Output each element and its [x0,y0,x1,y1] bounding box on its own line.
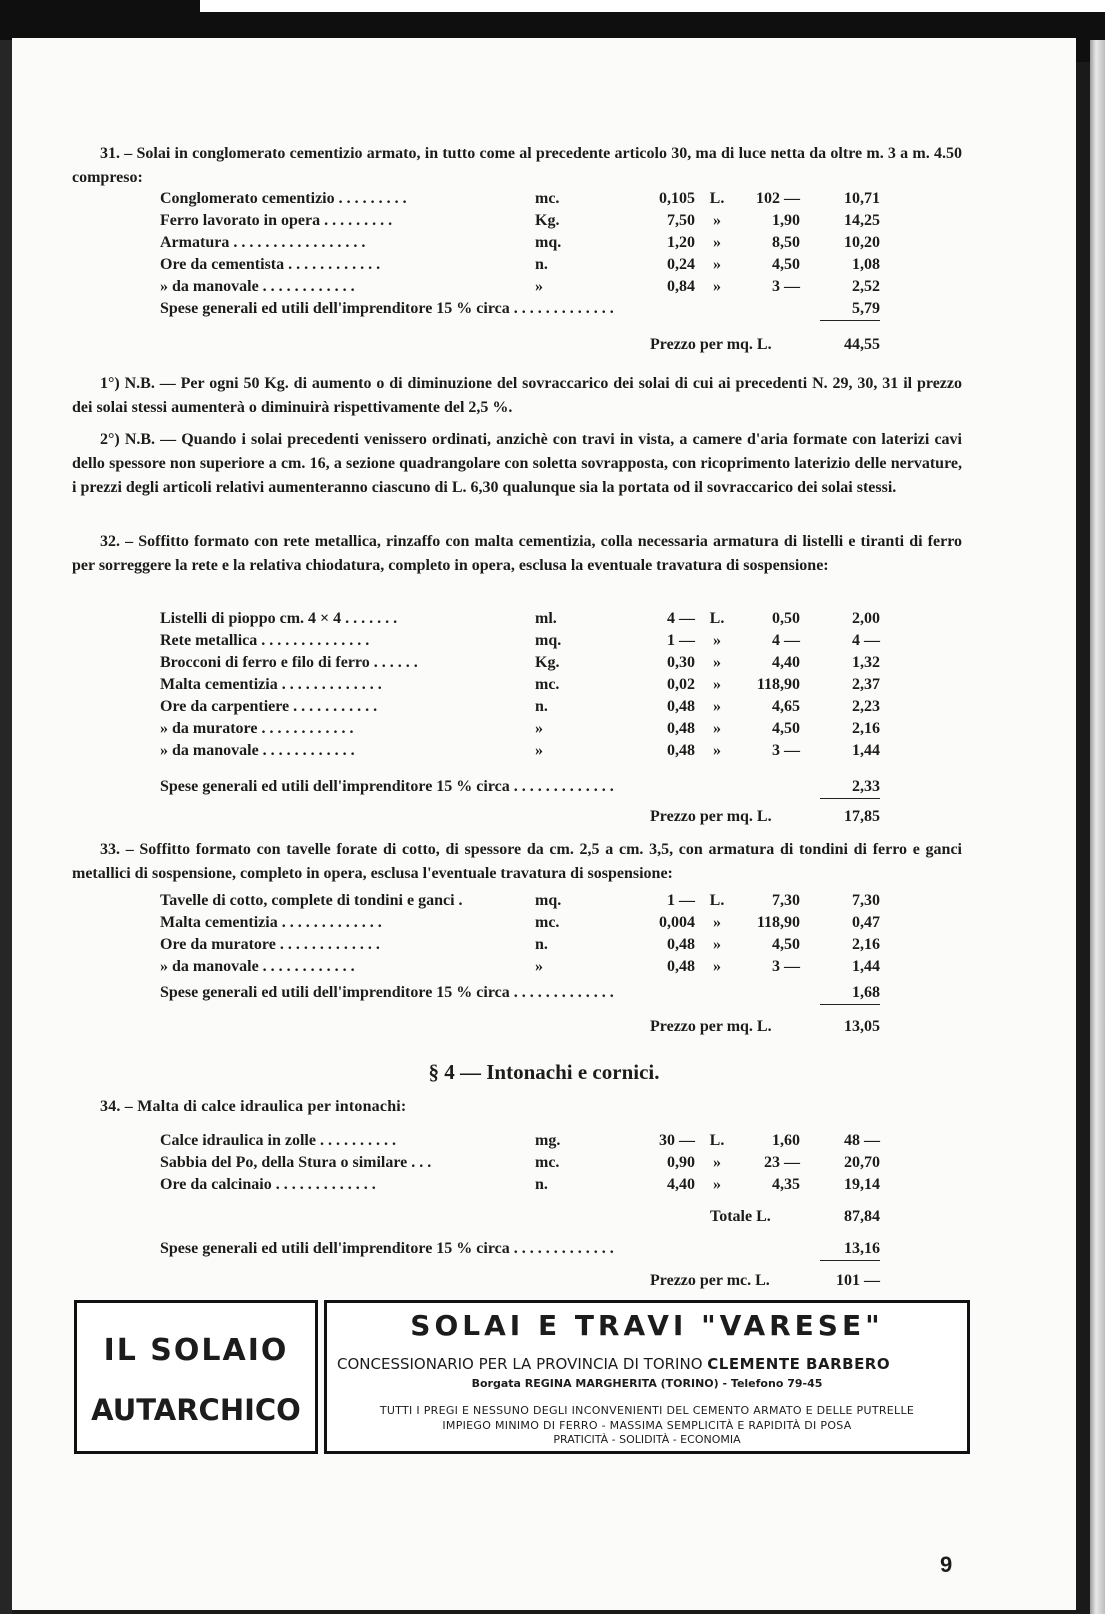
art32-spese-row [160,776,900,798]
item-unit: » [535,278,543,295]
item-unit: n. [535,698,548,715]
item-quantity: 0,30 [667,654,695,671]
art31-prezzo-label: Prezzo per mq. L. [650,336,772,353]
item-currency: » [713,958,721,975]
item-description: Conglomerato cementizio . . . . . . . . . [160,190,407,207]
art33-spese-total: 1,68 [820,982,880,1005]
scan-left-border [0,40,12,1614]
item-total: 2,37 [852,676,880,693]
item-description: Ore da muratore . . . . . . . . . . . . . [160,936,380,953]
item-currency: » [713,914,721,931]
item-currency: » [713,1154,721,1171]
item-unit: mq. [535,892,562,909]
art31-prezzo-value: 44,55 [844,336,880,353]
table-row [160,934,900,956]
item-description: Listelli di pioppo cm. 4 × 4 . . . . . . . [160,610,398,627]
table-row [160,210,900,232]
art32-prezzo-label: Prezzo per mq. L. [650,808,772,825]
item-currency: » [713,936,721,953]
item-unit-price: 8,50 [772,234,800,251]
item-unit-price: 118,90 [756,676,800,693]
item-currency: » [713,278,721,295]
item-quantity: 7,50 [667,212,695,229]
item-total: 2,52 [852,278,880,295]
item-unit-price: 4,35 [772,1176,800,1193]
art31-spese-total: 5,79 [820,298,880,321]
item-description: » da manovale . . . . . . . . . . . . [160,742,355,759]
table-row [160,740,900,762]
item-total: 20,70 [844,1154,880,1171]
art32-title: 32. – Soffitto formato con rete metallica, rinzaffo con malta cementizia, colla necessaria armatura di listelli e tiranti di ferro per sorreggere la rete e la relativa chiodatura, completo in opera, esclusa la eventuale travatura di sospensione: [72,533,962,574]
item-quantity: 0,90 [667,1154,695,1171]
section-heading: § 4 — Intonachi e cornici. [428,1060,660,1084]
item-description: Malta cementizia . . . . . . . . . . . . . [160,914,382,931]
item-quantity: 4,40 [667,1176,695,1193]
document-page [12,38,1076,1610]
table-row [160,956,900,978]
art34-table [160,1130,900,1200]
item-unit: n. [535,1176,548,1193]
art34-prezzo-value: 101 — [836,1272,880,1289]
item-currency: » [713,676,721,693]
table-row [160,608,900,630]
table-row [160,696,900,718]
table-row [160,276,900,298]
item-currency: » [713,234,721,251]
item-unit-price: 4,50 [772,256,800,273]
item-total: 4 — [852,632,880,649]
item-unit: » [535,720,543,737]
item-total: 10,20 [844,234,880,251]
item-quantity: 0,84 [667,278,695,295]
item-quantity: 1 — [667,892,695,909]
item-unit: n. [535,256,548,273]
art33-prezzo-value: 13,05 [844,1018,880,1035]
art32-prezzo-value: 17,85 [844,808,880,825]
item-unit-price: 4 — [772,632,800,649]
item-unit-price: 1,60 [772,1132,800,1149]
item-unit: mc. [535,676,560,693]
item-description: Ore da calcinaio . . . . . . . . . . . . . [160,1176,376,1193]
item-description: Brocconi di ferro e filo di ferro . . . . . . [160,654,418,671]
item-total: 1,44 [852,742,880,759]
item-currency: » [713,698,721,715]
item-unit-price: 0,50 [772,610,800,627]
item-quantity: 1,20 [667,234,695,251]
art34-totale-label: Totale L. [710,1208,771,1225]
art32-prezzo-row [160,806,900,828]
item-unit: mc. [535,914,560,931]
item-currency: » [713,742,721,759]
item-unit-price: 23 — [764,1154,800,1171]
art31-prezzo-row [160,334,900,356]
item-quantity: 0,48 [667,720,695,737]
ad-slogan-1: TUTTI I PREGI E NESSUNO DEGLI INCONVENIENTI DEL CEMENTO ARMATO E DELLE PUTRELLE [379,1404,915,1417]
nb1-note: 1°) N.B. — Per ogni 50 Kg. di aumento o di diminuzione del sovraccarico dei solai di cui ai precedenti N. 29, 30, 31 il prezzo dei solai stessi aumenterà o diminuirà rispettivamente del 2,5 %. [72,375,962,416]
item-unit-price: 3 — [772,742,800,759]
art34-totale-row [160,1206,900,1228]
scan-top-highlight [200,0,1105,12]
art33-prezzo-label: Prezzo per mq. L. [650,1018,772,1035]
item-unit-price: 4,50 [772,936,800,953]
item-description: » da muratore . . . . . . . . . . . . [160,720,354,737]
item-quantity: 0,48 [667,698,695,715]
item-unit-price: 4,40 [772,654,800,671]
item-unit-price: 1,90 [772,212,800,229]
item-unit: mc. [535,190,560,207]
item-quantity: 0,105 [659,190,695,207]
art34-spese-label: Spese generali ed utili dell'imprenditore 15 % circa . . . . . . . . . . . . . [160,1240,614,1257]
item-total: 0,47 [852,914,880,931]
table-row [160,912,900,934]
scan-right-border [1090,40,1105,1614]
item-description: Tavelle di cotto, complete di tondini e ganci . [160,892,463,909]
ad-slogan-2: IMPIEGO MINIMO DI FERRO - MASSIMA SEMPLICITÀ E RAPIDITÀ DI POSA [442,1419,852,1432]
nb2-note: 2°) N.B. — Quando i solai precedenti venissero ordinati, anzichè con travi in vista, a camere d'aria formate con laterizi cavi dello spessore non superiore a cm. 16, a sezione quadrangolare con soletta sovrapposta, con ricoprimento laterizio delle nervature, i prezzi degli articoli relativi aumenteranno ciascuno di L. 6,30 qualunque sia la portata od il sovraccarico dei solai stessi. [72,431,962,496]
item-quantity: 0,02 [667,676,695,693]
item-currency: L. [709,190,725,207]
item-quantity: 0,48 [667,936,695,953]
item-unit: Kg. [535,212,560,229]
item-unit: mg. [535,1132,561,1149]
ad-concessionario: CONCESSIONARIO PER LA PROVINCIA DI TORINO [337,1355,703,1373]
art31-title: 31. – Solai in conglomerato cementizio armato, in tutto come al precedente articolo 30, ma di luce netta da oltre m. 3 a m. 4.50 compreso: [72,145,962,186]
item-unit: » [535,958,543,975]
item-currency: L. [709,610,725,627]
table-row [160,674,900,696]
art33-prezzo-row [160,1016,900,1038]
item-unit: mc. [535,1154,560,1171]
art32-table [160,608,900,768]
item-unit: ml. [535,610,557,627]
table-row [160,232,900,254]
ad-headline: SOLAI E TRAVI "VARESE" [410,1309,884,1342]
art34-spese-total: 13,16 [820,1238,880,1261]
item-currency: » [713,720,721,737]
item-unit-price: 4,50 [772,720,800,737]
art34-totale-value: 87,84 [844,1208,880,1225]
item-quantity: 0,004 [659,914,695,931]
item-description: Malta cementizia . . . . . . . . . . . . . [160,676,382,693]
item-total: 1,32 [852,654,880,671]
ad-slogan-3: PRATICITÀ - SOLIDITÀ - ECONOMIA [553,1433,741,1446]
item-total: 1,08 [852,256,880,273]
art33-spese-row [160,982,900,1004]
item-unit-price: 7,30 [772,892,800,909]
item-total: 2,16 [852,936,880,953]
item-unit: mq. [535,234,562,251]
table-row [160,630,900,652]
item-description: Armatura . . . . . . . . . . . . . . . . . [160,234,366,251]
item-quantity: 30 — [659,1132,695,1149]
ad-left-line1: IL SOLAIO [103,1333,289,1368]
art34-prezzo-row [160,1270,900,1292]
item-total: 48 — [844,1132,880,1149]
item-quantity: 0,48 [667,742,695,759]
item-currency: » [713,1176,721,1193]
item-currency: » [713,256,721,273]
art31-spese-row [160,298,900,320]
table-row [160,1152,900,1174]
art34-prezzo-label: Prezzo per mc. L. [650,1272,770,1289]
item-description: Ore da carpentiere . . . . . . . . . . . [160,698,378,715]
table-row [160,652,900,674]
art33-spese-label: Spese generali ed utili dell'imprenditore 15 % circa . . . . . . . . . . . . . [160,984,614,1001]
table-row [160,718,900,740]
item-description: Sabbia del Po, della Stura o similare . . . [160,1154,432,1171]
item-currency: L. [709,892,725,909]
item-description: » da manovale . . . . . . . . . . . . [160,278,355,295]
item-quantity: 0,48 [667,958,695,975]
item-unit-price: 102 — [756,190,800,207]
art32-spese-total: 2,33 [820,776,880,799]
item-unit-price: 3 — [772,278,800,295]
art31-spese-label: Spese generali ed utili dell'imprenditore 15 % circa . . . . . . . . . . . . . [160,300,614,317]
item-unit-price: 118,90 [756,914,800,931]
item-quantity: 0,24 [667,256,695,273]
item-total: 14,25 [844,212,880,229]
item-unit: Kg. [535,654,560,671]
item-total: 2,23 [852,698,880,715]
table-row [160,1130,900,1152]
art34-spese-row [160,1238,900,1260]
table-row [160,890,900,912]
item-currency: » [713,654,721,671]
item-total: 1,44 [852,958,880,975]
ad-solaio-autarchico [74,1300,318,1454]
table-row [160,188,900,210]
art34-title: 34. – Malta di calce idraulica per intonachi: [100,1098,407,1115]
item-quantity: 4 — [667,610,695,627]
item-unit: » [535,742,543,759]
item-description: Ore da cementista . . . . . . . . . . . . [160,256,381,273]
item-unit-price: 3 — [772,958,800,975]
art32-spese-label: Spese generali ed utili dell'imprenditore 15 % circa . . . . . . . . . . . . . [160,778,614,795]
item-unit-price: 4,65 [772,698,800,715]
table-row [160,1174,900,1196]
page-number: 9 [940,1552,953,1577]
item-total: 2,00 [852,610,880,627]
item-unit: n. [535,936,548,953]
item-currency: » [713,632,721,649]
item-total: 10,71 [844,190,880,207]
ad-varese [324,1300,970,1454]
ad-concessionario-line [337,1355,890,1373]
ad-address: Borgata REGINA MARGHERITA (TORINO) - Telefono 79-45 [471,1377,823,1390]
item-unit: mq. [535,632,562,649]
item-description: » da manovale . . . . . . . . . . . . [160,958,355,975]
item-description: Calce idraulica in zolle . . . . . . . . . . [160,1132,396,1149]
ad-concessionario-name: CLEMENTE BARBERO [707,1355,891,1373]
item-total: 7,30 [852,892,880,909]
item-quantity: 1 — [667,632,695,649]
ad-left-line2: AUTARCHICO [91,1393,301,1427]
item-description: Rete metallica . . . . . . . . . . . . . . [160,632,370,649]
item-currency: L. [709,1132,725,1149]
ad-slogans [327,1403,967,1433]
item-total: 2,16 [852,720,880,737]
item-currency: » [713,212,721,229]
item-total: 19,14 [844,1176,880,1193]
art33-title: 33. – Soffitto formato con tavelle forate di cotto, di spessore da cm. 2,5 a cm. 3,5, con armatura di tondini di ferro e ganci metallici di sospensione, completo in opera, esclusa l'eventuale travatura di sospensione: [72,841,962,882]
item-description: Ferro lavorato in opera . . . . . . . . . [160,212,393,229]
table-row [160,254,900,276]
art33-table [160,890,900,980]
